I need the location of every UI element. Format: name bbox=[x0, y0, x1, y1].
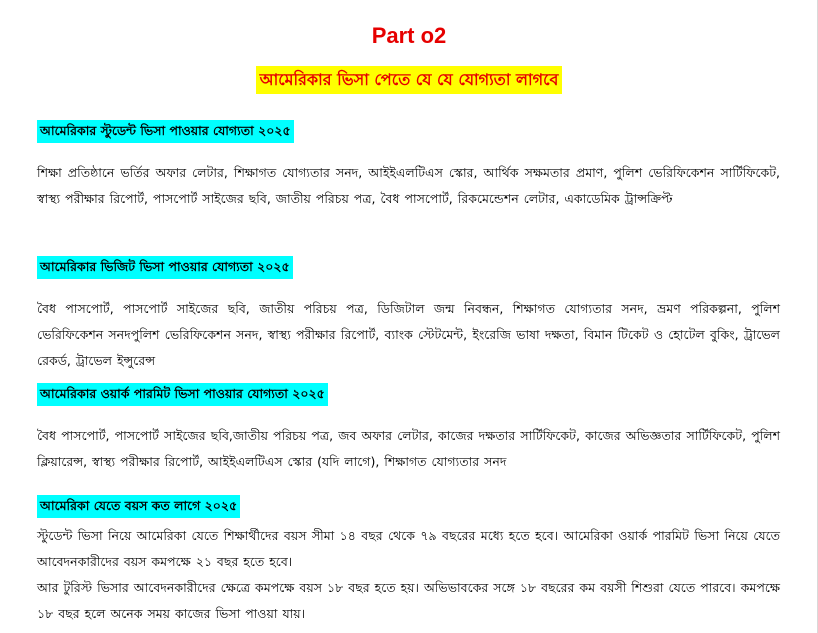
section-body: বৈধ পাসপোর্ট, পাসপোর্ট সাইজের ছবি, জাতীয় পরিচয় পত্র, ডিজিটাল জন্ম নিবন্ধন, শিক্ষাগত যোগ্যতার সনদ, ভ্রমণ পরিকল্পনা, পুলিশ ভেরিফিকেশন সনদপুলিশ ভেরিফিকেশন সনদ, স্বাস্থ্য পরীক্ষার রিপোর্ট, ব্যাংক স্টেটমেন্ট, ইংরেজি ভাষা দক্ষতা, বিমান টিকেট ও হোটেল বুকিং, ট্রাভেল রেকর্ড, ট্রাভেল ইন্সুরেন্স bbox=[37, 301, 780, 368]
document-subtitle: আমেরিকার ভিসা পেতে যে যে যোগ্যতা লাগবে bbox=[256, 66, 563, 94]
section-heading: আমেরিকার স্টুডেন্ট ভিসা পাওয়ার যোগ্যতা ২০২৫ bbox=[37, 120, 294, 143]
section-heading: আমেরিকার ওয়ার্ক পারমিট ভিসা পাওয়ার যোগ্যতা ২০২৫ bbox=[37, 383, 328, 406]
section-paragraph: আর টুরিস্ট ভিসার আবেদনকারীদের ক্ষেত্রে কমপক্ষে বয়স ১৮ বছর হতে হয়। অভিভাবকের সঙ্গে ১৮ বছরের কম বয়সী শিশুরা যেতে পারবে। কমপক্ষে ১৮ বছর হলে অনেক সময় কাজের ভিসা পাওয়া যায়। bbox=[37, 580, 780, 621]
section-student-visa bbox=[37, 120, 780, 212]
section-body: শিক্ষা প্রতিষ্ঠানে ভর্তির অফার লেটার, শিক্ষাগত যোগ্যতার সনদ, আইইএলটিএস স্কোর, আর্থিক সক্ষমতার প্রমাণ, পুলিশ ভেরিফিকেশন সার্টিফিকেট, স্বাস্থ্য পরীক্ষার রিপোর্ট, পাসপোর্ট সাইজের ছবি, জাতীয় পরিচয় পত্র, বৈধ পাসপোর্ট, রিকমেন্ডেশন লেটার, একাডেমিক ট্রান্সক্রিপ্ট bbox=[37, 165, 780, 206]
section-work-permit-visa bbox=[37, 383, 780, 475]
section-body: বৈধ পাসপোর্ট, পাসপোর্ট সাইজের ছবি,জাতীয় পরিচয় পত্র, জব অফার লেটার, কাজের দক্ষতার সার্টিফিকেট, কাজের অভিজ্ঞতার সার্টিফিকেট, পুলিশ ক্লিয়ারেন্স, স্বাস্থ্য পরীক্ষার রিপোর্ট, আইইএলটিএস স্কোর (যদি লাগে), শিক্ষাগত যোগ্যতার সনদ bbox=[37, 428, 780, 469]
section-age-requirement bbox=[37, 495, 780, 627]
section-visit-visa bbox=[37, 256, 780, 374]
section-paragraph: স্টুডেন্ট ভিসা নিয়ে আমেরিকা যেতে শিক্ষার্থীদের বয়স সীমা ১৪ বছর থেকে ৭৯ বছরের মধ্যে হতে হবে। আমেরিকা ওয়ার্ক পারমিট ভিসা নিয়ে যেতে আবেদনকারীদের বয়স কমপক্ষে ২১ বছর হতে হবে। bbox=[37, 528, 780, 569]
section-heading: আমেরিকা যেতে বয়স কত লাগে ২০২৫ bbox=[37, 495, 240, 518]
document-subtitle-wrapper bbox=[0, 66, 818, 94]
section-heading: আমেরিকার ভিজিট ভিসা পাওয়ার যোগ্যতা ২০২৫ bbox=[37, 256, 293, 279]
document-title: Part o2 bbox=[371, 23, 447, 48]
